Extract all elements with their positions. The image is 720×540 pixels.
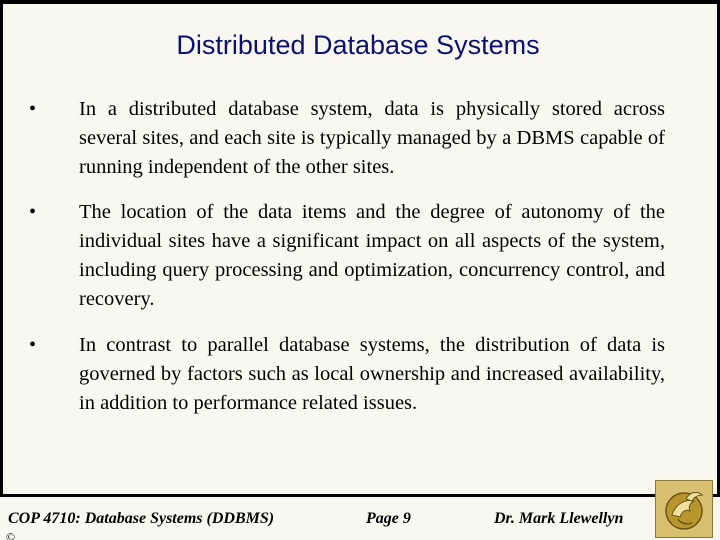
bullet-text: The location of the data items and the degree of autonomy of the individual sites have a significant impact on all aspects of the system, including query processing and optimization, concurrency control, and recovery. [79,201,665,310]
slide-title: Distributed Database Systems [176,30,540,60]
slide-frame-top [0,0,720,4]
bullet-text: In a distributed database system, data is physically stored across several sites, and each site is typically managed by a DBMS capable of running independent of the other sites. [79,98,665,178]
bullet-marker: • [29,201,37,223]
bullet-marker: • [29,334,37,356]
footer-course: COP 4710: Database Systems (DDBMS) [8,510,275,527]
slide-frame-left [0,0,3,496]
footer-page-number: Page 9 [366,510,411,527]
copyright-symbol: © [6,530,16,540]
footer-author: Dr. Mark Llewellyn [494,510,624,527]
pegasus-logo-graphic [656,481,712,537]
ucf-pegasus-logo-icon [655,480,713,538]
bullet-marker: • [29,98,37,120]
slide-footer [0,497,720,540]
bullet-text: In contrast to parallel database systems, the distribution of data is governed by factors such as local ownership and increased availability, in addition to performance related issues. [79,334,665,414]
